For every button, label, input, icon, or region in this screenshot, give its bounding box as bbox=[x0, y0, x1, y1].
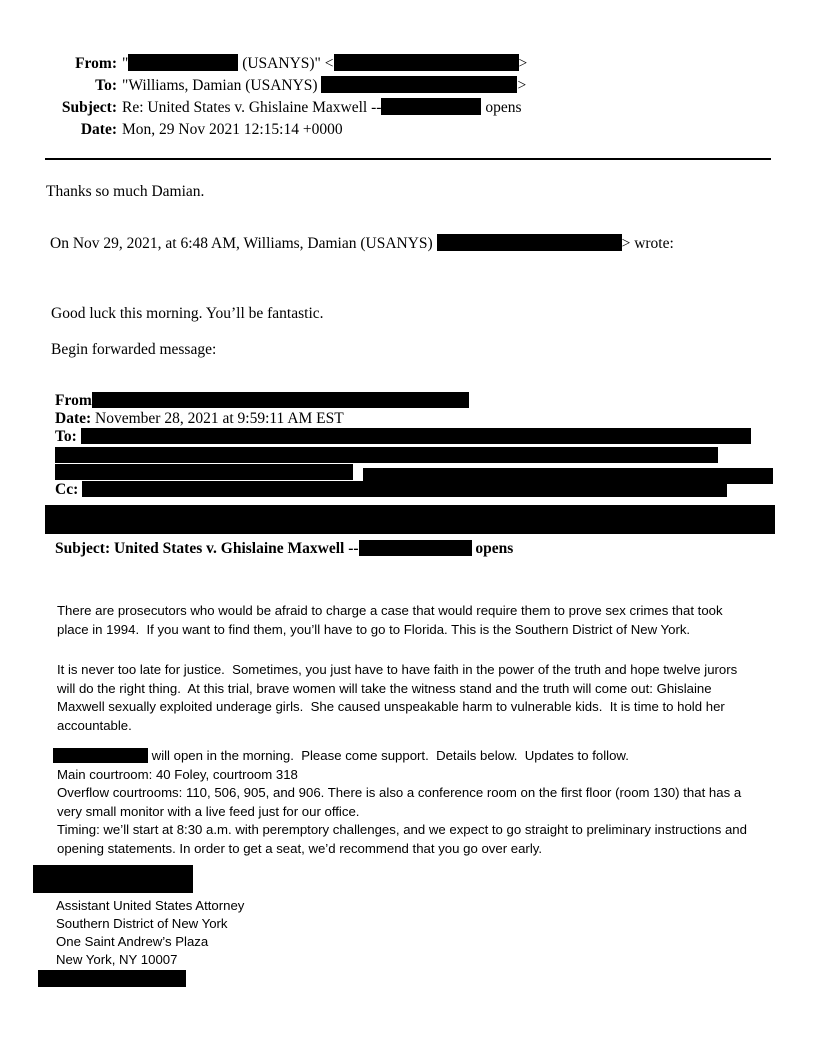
good-luck-text: Good luck this morning. You’ll be fantastic. bbox=[51, 305, 324, 322]
redaction-bar bbox=[55, 447, 718, 463]
signature-address-1: One Saint Andrew’s Plaza bbox=[56, 934, 209, 949]
open-support-line bbox=[57, 747, 749, 766]
redaction-bar bbox=[359, 540, 472, 556]
subject-label: Subject: bbox=[61, 99, 117, 116]
forwarded-header bbox=[55, 392, 786, 558]
from-open-quote: " bbox=[122, 55, 129, 72]
signature-office: Southern District of New York bbox=[56, 916, 228, 931]
signature-address-2: New York, NY 10007 bbox=[56, 952, 178, 967]
main-courtroom-line: Main courtroom: 40 Foley, courtroom 318 bbox=[57, 766, 298, 782]
header-divider bbox=[45, 158, 771, 160]
redaction-bar bbox=[81, 428, 751, 444]
redaction-bar bbox=[334, 54, 519, 71]
to-label: To: bbox=[95, 77, 117, 94]
redaction-bar bbox=[92, 392, 469, 408]
from-end-text: > bbox=[518, 55, 528, 72]
signature-phone-redaction bbox=[38, 970, 186, 987]
overflow-courtrooms-line: Overflow courtrooms: 110, 506, 905, and 906. There is also a conference room on the first floor (room 130) that has a very small monitor with a live feed just for our office. bbox=[57, 785, 742, 819]
fwd-subject-end-text: opens bbox=[471, 540, 514, 557]
fwd-to-row bbox=[55, 428, 786, 446]
fwd-subject-pre-text: United States v. Ghislaine Maxwell -- bbox=[110, 540, 359, 557]
from-value bbox=[122, 53, 527, 75]
redaction-bar bbox=[321, 76, 517, 93]
redaction-bar bbox=[363, 468, 773, 484]
begin-forwarded-text: Begin forwarded message: bbox=[51, 341, 217, 358]
fwd-from-row bbox=[55, 392, 786, 410]
fwd-date-label: Date: bbox=[55, 410, 92, 427]
redaction-bar bbox=[128, 54, 238, 71]
email-header bbox=[45, 53, 786, 141]
from-mid-text: (USANYS)" < bbox=[238, 55, 334, 72]
header-subject-row bbox=[45, 97, 786, 119]
subject-value bbox=[122, 97, 521, 119]
fwd-date-row bbox=[55, 410, 786, 428]
reply-thanks-text: Thanks so much Damian. bbox=[46, 183, 205, 200]
header-to-row bbox=[45, 75, 786, 97]
quote-pre-text: On Nov 29, 2021, at 6:48 AM, Williams, Damian (USANYS) bbox=[50, 235, 437, 252]
to-pre-text: "Williams, Damian (USANYS) bbox=[122, 77, 322, 94]
date-label: Date: bbox=[80, 121, 117, 138]
header-date-row bbox=[45, 119, 786, 141]
date-value: Mon, 29 Nov 2021 12:15:14 +0000 bbox=[122, 121, 343, 138]
timing-line: Timing: we’ll start at 8:30 a.m. with peremptory challenges, and we expect to go straight to preliminary instructions and opening statements. In order to get a seat, we’d recommend that you go over early. bbox=[57, 822, 747, 856]
fwd-to-redaction-line3 bbox=[55, 464, 786, 480]
quote-attribution-line bbox=[50, 234, 786, 254]
subject-end-text: opens bbox=[481, 99, 522, 116]
fwd-from-label: From bbox=[55, 392, 92, 409]
subject-pre-text: Re: United States v. Ghislaine Maxwell -- bbox=[122, 99, 382, 116]
fwd-subject-label: Subject: bbox=[55, 540, 111, 557]
body-paragraph-3 bbox=[57, 747, 749, 858]
fwd-subject-row bbox=[55, 540, 786, 558]
fwd-to-label: To: bbox=[55, 428, 77, 445]
body-paragraph-2: It is never too late for justice. Sometimes, you just have to have faith in the power of the truth and hope twelve jurors will do the right thing. At this trial, brave women will take the witness stand and the truth will come out: Ghislaine Maxwell sexually exploited underage girls. She caused unspeakable harm to vulnerable kids. It is time to hold her accountable. bbox=[57, 662, 741, 733]
redaction-block bbox=[45, 505, 775, 534]
quote-end-text: > wrote: bbox=[621, 235, 674, 252]
header-from-row bbox=[45, 53, 786, 75]
fwd-to-redaction-line2 bbox=[55, 447, 786, 463]
signature-title: Assistant United States Attorney bbox=[56, 898, 245, 913]
fwd-date-value: November 28, 2021 at 9:59:11 AM EST bbox=[91, 410, 344, 427]
to-value bbox=[122, 75, 526, 97]
redaction-bar bbox=[381, 98, 481, 115]
redaction-bar bbox=[53, 748, 148, 763]
redaction-bar bbox=[55, 464, 353, 480]
signature-name-redaction bbox=[33, 865, 193, 893]
body-paragraph-1: There are prosecutors who would be afraid to charge a case that would require them to prove sex crimes that took place in 1994. If you want to find them, you’ll have to go to Florida. This is the Southern District of New York. bbox=[57, 603, 727, 637]
redaction-bar bbox=[437, 234, 622, 251]
fwd-cc-label: Cc: bbox=[55, 481, 79, 498]
to-end-text: > bbox=[517, 77, 527, 94]
from-label: From: bbox=[75, 55, 117, 72]
signature-block bbox=[56, 897, 786, 969]
open-support-text: will open in the morning. Please come support. Details below. Updates to follow. bbox=[148, 748, 629, 763]
